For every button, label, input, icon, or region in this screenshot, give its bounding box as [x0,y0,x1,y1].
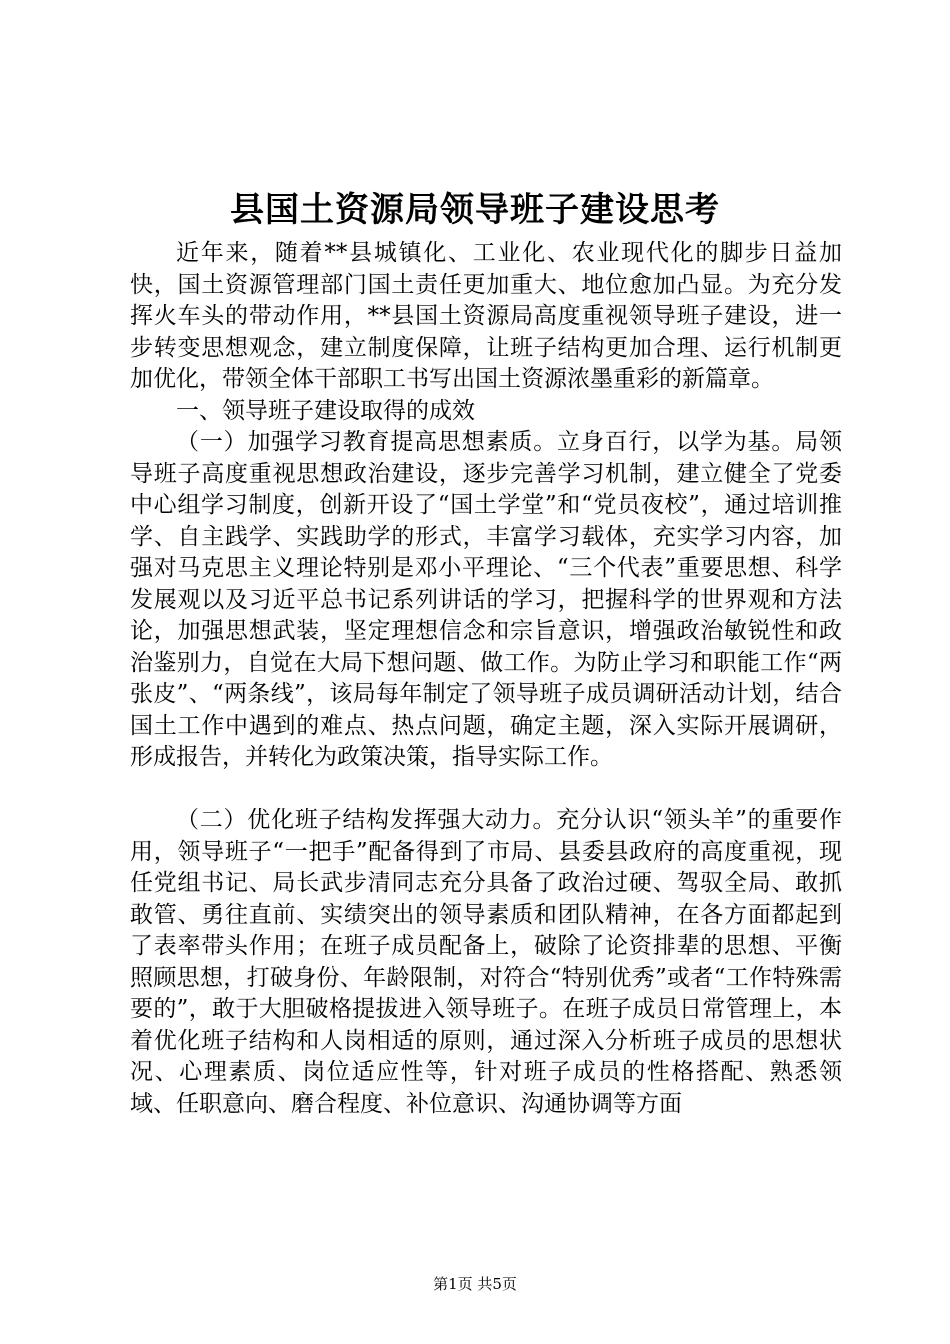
paragraph-section-1: （一）加强学习教育提高思想素质。立身百行，以学为基。局领导班子高度重视思想政治建设，逐步完善学习机制，建立健全了党委中心组学习制度，创新开设了“国土学堂”和“党员夜校”，通过培训推学、自主践学、实践助学的形式，丰富学习载体，充实学习内容，加强对马克思主义理论特别是邓小平理论、“三个代表”重要思想、科学发展观以及习近平总书记系列讲话的学习，把握科学的世界观和方法论，加强思想武装，坚定理想信念和宗旨意识，增强政治敏锐性和政治鉴别力，自觉在大局下想问题、做工作。为防止学习和职能工作“两张皮”、“两条线”，该局每年制定了领导班子成员调研活动计划，结合国土工作中遇到的难点、热点问题，确定主题，深入实际开展调研，形成报告，并转化为政策决策，指导实际工作。 [130,429,842,770]
document-title: 县国土资源局领导班子建设思考 [230,190,720,230]
section-heading: 一、领导班子建设取得的成效 [176,397,475,424]
page-footer: 第1页 共5页 [433,1275,517,1293]
document-body [130,238,842,1120]
paragraph-intro: 近年来，随着**县城镇化、工业化、农业现代化的脚步日益加快，国土资源管理部门国土责任更加重大、地位愈加凸显。为充分发挥火车头的带动作用，**县国土资源局高度重视领导班子建设，进一步转变思想观念，建立制度保障，让班子结构更加合理、运行机制更加优化，带领全体干部职工书写出国土资源浓墨重彩的新篇章。 [130,240,842,392]
paragraph-section-2: （二）优化班子结构发挥强大动力。充分认识“领头羊”的重要作用，领导班子“一把手”配备得到了市局、县委县政府的高度重视，现任党组书记、局长武步清同志充分具备了政治过硬、驾驭全局、敢抓敢管、勇往直前、实绩突出的领导素质和团队精神，在各方面都起到了表率带头作用；在班子成员配备上，破除了论资排辈的思想、平衡照顾思想，打破身份、年龄限制，对符合“特别优秀”或者“工作特殊需要的”，敢于大胆破格提拔进入领导班子。在班子成员日常管理上，本着优化班子结构和人岗相适的原则，通过深入分析班子成员的思想状况、心理素质、岗位适应性等，针对班子成员的性格搭配、熟悉领域、任职意向、磨合程度、补位意识、沟通协调等方面 [130,807,842,1117]
